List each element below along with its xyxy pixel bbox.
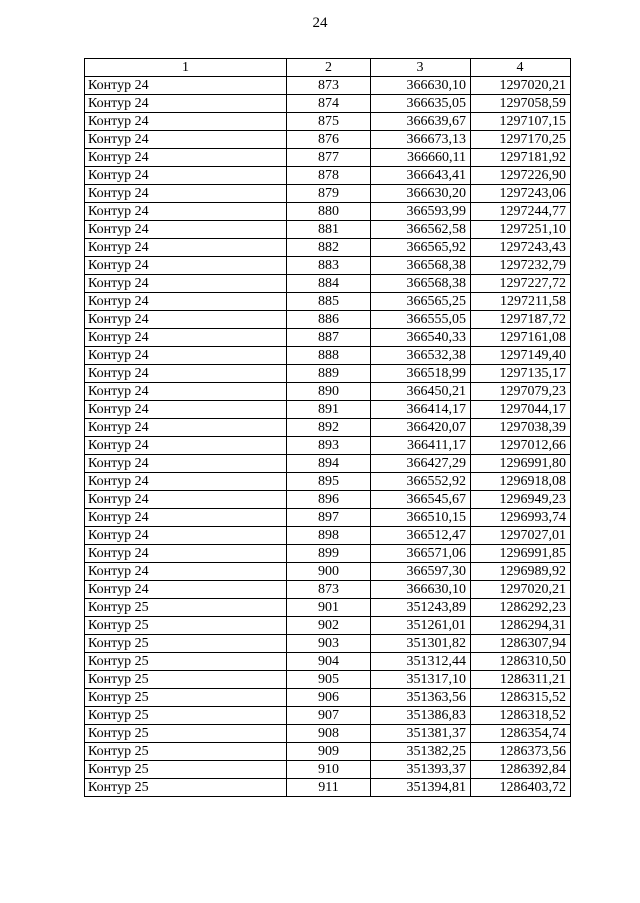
contour-name-cell: Контур 24 — [85, 401, 287, 419]
contour-name-cell: Контур 25 — [85, 617, 287, 635]
point-number-cell: 909 — [287, 743, 371, 761]
table-row — [85, 239, 571, 257]
point-number-cell: 878 — [287, 167, 371, 185]
table-row — [85, 221, 571, 239]
contour-name-cell: Контур 24 — [85, 203, 287, 221]
point-number-cell: 904 — [287, 653, 371, 671]
contour-name-cell: Контур 24 — [85, 365, 287, 383]
x-coordinate-cell: 351381,37 — [371, 725, 471, 743]
x-coordinate-cell: 366562,58 — [371, 221, 471, 239]
y-coordinate-cell: 1286307,94 — [471, 635, 571, 653]
contour-name-cell: Контур 25 — [85, 653, 287, 671]
contour-name-cell: Контур 24 — [85, 167, 287, 185]
point-number-cell: 873 — [287, 581, 371, 599]
contour-name-cell: Контур 24 — [85, 329, 287, 347]
y-coordinate-cell: 1286354,74 — [471, 725, 571, 743]
table-body — [85, 77, 571, 797]
point-number-cell: 898 — [287, 527, 371, 545]
table-row — [85, 131, 571, 149]
table-row — [85, 419, 571, 437]
x-coordinate-cell: 351261,01 — [371, 617, 471, 635]
table-row — [85, 491, 571, 509]
x-coordinate-cell: 351382,25 — [371, 743, 471, 761]
point-number-cell: 884 — [287, 275, 371, 293]
point-number-cell: 893 — [287, 437, 371, 455]
contour-name-cell: Контур 24 — [85, 311, 287, 329]
y-coordinate-cell: 1297211,58 — [471, 293, 571, 311]
y-coordinate-cell: 1297044,17 — [471, 401, 571, 419]
point-number-cell: 891 — [287, 401, 371, 419]
point-number-cell: 876 — [287, 131, 371, 149]
contour-name-cell: Контур 25 — [85, 761, 287, 779]
contour-name-cell: Контур 24 — [85, 509, 287, 527]
point-number-cell: 900 — [287, 563, 371, 581]
table-row — [85, 329, 571, 347]
contour-name-cell: Контур 24 — [85, 257, 287, 275]
table-row — [85, 347, 571, 365]
contour-name-cell: Контур 25 — [85, 635, 287, 653]
y-coordinate-cell: 1297038,39 — [471, 419, 571, 437]
y-coordinate-cell: 1296993,74 — [471, 509, 571, 527]
contour-name-cell: Контур 25 — [85, 689, 287, 707]
table-row — [85, 545, 571, 563]
contour-name-cell: Контур 25 — [85, 779, 287, 797]
table-header — [85, 59, 571, 77]
table-row — [85, 779, 571, 797]
x-coordinate-cell: 366411,17 — [371, 437, 471, 455]
x-coordinate-cell: 351243,89 — [371, 599, 471, 617]
y-coordinate-cell: 1297251,10 — [471, 221, 571, 239]
table-row — [85, 671, 571, 689]
table-row — [85, 95, 571, 113]
y-coordinate-cell: 1297243,06 — [471, 185, 571, 203]
x-coordinate-cell: 351363,56 — [371, 689, 471, 707]
y-coordinate-cell: 1286373,56 — [471, 743, 571, 761]
x-coordinate-cell: 366593,99 — [371, 203, 471, 221]
x-coordinate-cell: 366635,05 — [371, 95, 471, 113]
x-coordinate-cell: 351386,83 — [371, 707, 471, 725]
point-number-cell: 911 — [287, 779, 371, 797]
point-number-cell: 899 — [287, 545, 371, 563]
x-coordinate-cell: 366630,10 — [371, 77, 471, 95]
contour-name-cell: Контур 24 — [85, 563, 287, 581]
table-row — [85, 455, 571, 473]
x-coordinate-cell: 366568,38 — [371, 275, 471, 293]
y-coordinate-cell: 1297170,25 — [471, 131, 571, 149]
table-row — [85, 401, 571, 419]
table-row — [85, 725, 571, 743]
table-row — [85, 365, 571, 383]
contour-name-cell: Контур 24 — [85, 275, 287, 293]
table-row — [85, 761, 571, 779]
x-coordinate-cell: 366673,13 — [371, 131, 471, 149]
table-row — [85, 257, 571, 275]
x-coordinate-cell: 351301,82 — [371, 635, 471, 653]
contour-name-cell: Контур 25 — [85, 599, 287, 617]
table-row — [85, 743, 571, 761]
table-row — [85, 203, 571, 221]
y-coordinate-cell: 1297244,77 — [471, 203, 571, 221]
y-coordinate-cell: 1297107,15 — [471, 113, 571, 131]
x-coordinate-cell: 366630,10 — [371, 581, 471, 599]
x-coordinate-cell: 366643,41 — [371, 167, 471, 185]
x-coordinate-cell: 366450,21 — [371, 383, 471, 401]
x-coordinate-cell: 366545,67 — [371, 491, 471, 509]
header-col-3: 3 — [371, 59, 471, 77]
contour-name-cell: Контур 25 — [85, 743, 287, 761]
header-col-2: 2 — [287, 59, 371, 77]
y-coordinate-cell: 1297161,08 — [471, 329, 571, 347]
point-number-cell: 880 — [287, 203, 371, 221]
header-col-4: 4 — [471, 59, 571, 77]
y-coordinate-cell: 1286294,31 — [471, 617, 571, 635]
x-coordinate-cell: 366414,17 — [371, 401, 471, 419]
contour-name-cell: Контур 24 — [85, 293, 287, 311]
table-row — [85, 617, 571, 635]
x-coordinate-cell: 366518,99 — [371, 365, 471, 383]
table-row — [85, 437, 571, 455]
point-number-cell: 908 — [287, 725, 371, 743]
table-row — [85, 509, 571, 527]
x-coordinate-cell: 366639,67 — [371, 113, 471, 131]
y-coordinate-cell: 1296989,92 — [471, 563, 571, 581]
contour-name-cell: Контур 24 — [85, 221, 287, 239]
contour-name-cell: Контур 24 — [85, 347, 287, 365]
table-row — [85, 311, 571, 329]
x-coordinate-cell: 366420,07 — [371, 419, 471, 437]
contour-name-cell: Контур 24 — [85, 383, 287, 401]
table-row — [85, 149, 571, 167]
x-coordinate-cell: 351312,44 — [371, 653, 471, 671]
contour-name-cell: Контур 24 — [85, 527, 287, 545]
x-coordinate-cell: 366510,15 — [371, 509, 471, 527]
y-coordinate-cell: 1297058,59 — [471, 95, 571, 113]
y-coordinate-cell: 1286315,52 — [471, 689, 571, 707]
y-coordinate-cell: 1286310,50 — [471, 653, 571, 671]
point-number-cell: 903 — [287, 635, 371, 653]
y-coordinate-cell: 1286292,23 — [471, 599, 571, 617]
table-row — [85, 167, 571, 185]
point-number-cell: 877 — [287, 149, 371, 167]
table-row — [85, 113, 571, 131]
point-number-cell: 894 — [287, 455, 371, 473]
point-number-cell: 875 — [287, 113, 371, 131]
table-row — [85, 527, 571, 545]
header-row — [85, 59, 571, 77]
y-coordinate-cell: 1297227,72 — [471, 275, 571, 293]
table-row — [85, 383, 571, 401]
y-coordinate-cell: 1286403,72 — [471, 779, 571, 797]
x-coordinate-cell: 366512,47 — [371, 527, 471, 545]
x-coordinate-cell: 366565,92 — [371, 239, 471, 257]
point-number-cell: 896 — [287, 491, 371, 509]
point-number-cell: 886 — [287, 311, 371, 329]
x-coordinate-cell: 366427,29 — [371, 455, 471, 473]
y-coordinate-cell: 1296991,80 — [471, 455, 571, 473]
contour-name-cell: Контур 25 — [85, 707, 287, 725]
y-coordinate-cell: 1297020,21 — [471, 581, 571, 599]
contour-name-cell: Контур 24 — [85, 545, 287, 563]
point-number-cell: 888 — [287, 347, 371, 365]
table-row — [85, 275, 571, 293]
point-number-cell: 890 — [287, 383, 371, 401]
x-coordinate-cell: 366552,92 — [371, 473, 471, 491]
x-coordinate-cell: 366565,25 — [371, 293, 471, 311]
contour-name-cell: Контур 24 — [85, 419, 287, 437]
point-number-cell: 897 — [287, 509, 371, 527]
header-col-1: 1 — [85, 59, 287, 77]
point-number-cell: 887 — [287, 329, 371, 347]
table-row — [85, 599, 571, 617]
point-number-cell: 910 — [287, 761, 371, 779]
y-coordinate-cell: 1297012,66 — [471, 437, 571, 455]
point-number-cell: 882 — [287, 239, 371, 257]
point-number-cell: 905 — [287, 671, 371, 689]
contour-name-cell: Контур 24 — [85, 239, 287, 257]
contour-name-cell: Контур 24 — [85, 131, 287, 149]
table-row — [85, 635, 571, 653]
point-number-cell: 874 — [287, 95, 371, 113]
contour-name-cell: Контур 25 — [85, 671, 287, 689]
coordinates-table — [84, 58, 571, 797]
x-coordinate-cell: 366532,38 — [371, 347, 471, 365]
y-coordinate-cell: 1286318,52 — [471, 707, 571, 725]
table-row — [85, 185, 571, 203]
x-coordinate-cell: 366660,11 — [371, 149, 471, 167]
x-coordinate-cell: 351393,37 — [371, 761, 471, 779]
table-row — [85, 77, 571, 95]
y-coordinate-cell: 1297181,92 — [471, 149, 571, 167]
point-number-cell: 885 — [287, 293, 371, 311]
point-number-cell: 906 — [287, 689, 371, 707]
table-row — [85, 689, 571, 707]
y-coordinate-cell: 1297149,40 — [471, 347, 571, 365]
y-coordinate-cell: 1297135,17 — [471, 365, 571, 383]
y-coordinate-cell: 1297020,21 — [471, 77, 571, 95]
table-row — [85, 653, 571, 671]
y-coordinate-cell: 1286311,21 — [471, 671, 571, 689]
y-coordinate-cell: 1297027,01 — [471, 527, 571, 545]
y-coordinate-cell: 1296949,23 — [471, 491, 571, 509]
point-number-cell: 892 — [287, 419, 371, 437]
table-row — [85, 563, 571, 581]
contour-name-cell: Контур 24 — [85, 491, 287, 509]
x-coordinate-cell: 366568,38 — [371, 257, 471, 275]
y-coordinate-cell: 1296991,85 — [471, 545, 571, 563]
table-row — [85, 581, 571, 599]
point-number-cell: 881 — [287, 221, 371, 239]
point-number-cell: 902 — [287, 617, 371, 635]
x-coordinate-cell: 366555,05 — [371, 311, 471, 329]
point-number-cell: 883 — [287, 257, 371, 275]
x-coordinate-cell: 366571,06 — [371, 545, 471, 563]
y-coordinate-cell: 1297232,79 — [471, 257, 571, 275]
contour-name-cell: Контур 24 — [85, 77, 287, 95]
contour-name-cell: Контур 25 — [85, 725, 287, 743]
point-number-cell: 889 — [287, 365, 371, 383]
table-row — [85, 293, 571, 311]
table-row — [85, 707, 571, 725]
x-coordinate-cell: 366540,33 — [371, 329, 471, 347]
contour-name-cell: Контур 24 — [85, 185, 287, 203]
y-coordinate-cell: 1297226,90 — [471, 167, 571, 185]
x-coordinate-cell: 366597,30 — [371, 563, 471, 581]
contour-name-cell: Контур 24 — [85, 149, 287, 167]
point-number-cell: 907 — [287, 707, 371, 725]
y-coordinate-cell: 1286392,84 — [471, 761, 571, 779]
y-coordinate-cell: 1297079,23 — [471, 383, 571, 401]
contour-name-cell: Контур 24 — [85, 437, 287, 455]
x-coordinate-cell: 351394,81 — [371, 779, 471, 797]
y-coordinate-cell: 1297187,72 — [471, 311, 571, 329]
y-coordinate-cell: 1297243,43 — [471, 239, 571, 257]
x-coordinate-cell: 366630,20 — [371, 185, 471, 203]
point-number-cell: 901 — [287, 599, 371, 617]
table-row — [85, 473, 571, 491]
contour-name-cell: Контур 24 — [85, 581, 287, 599]
x-coordinate-cell: 351317,10 — [371, 671, 471, 689]
point-number-cell: 879 — [287, 185, 371, 203]
page-number: 24 — [312, 15, 328, 31]
contour-name-cell: Контур 24 — [85, 113, 287, 131]
contour-name-cell: Контур 24 — [85, 95, 287, 113]
contour-name-cell: Контур 24 — [85, 455, 287, 473]
point-number-cell: 895 — [287, 473, 371, 491]
y-coordinate-cell: 1296918,08 — [471, 473, 571, 491]
point-number-cell: 873 — [287, 77, 371, 95]
contour-name-cell: Контур 24 — [85, 473, 287, 491]
